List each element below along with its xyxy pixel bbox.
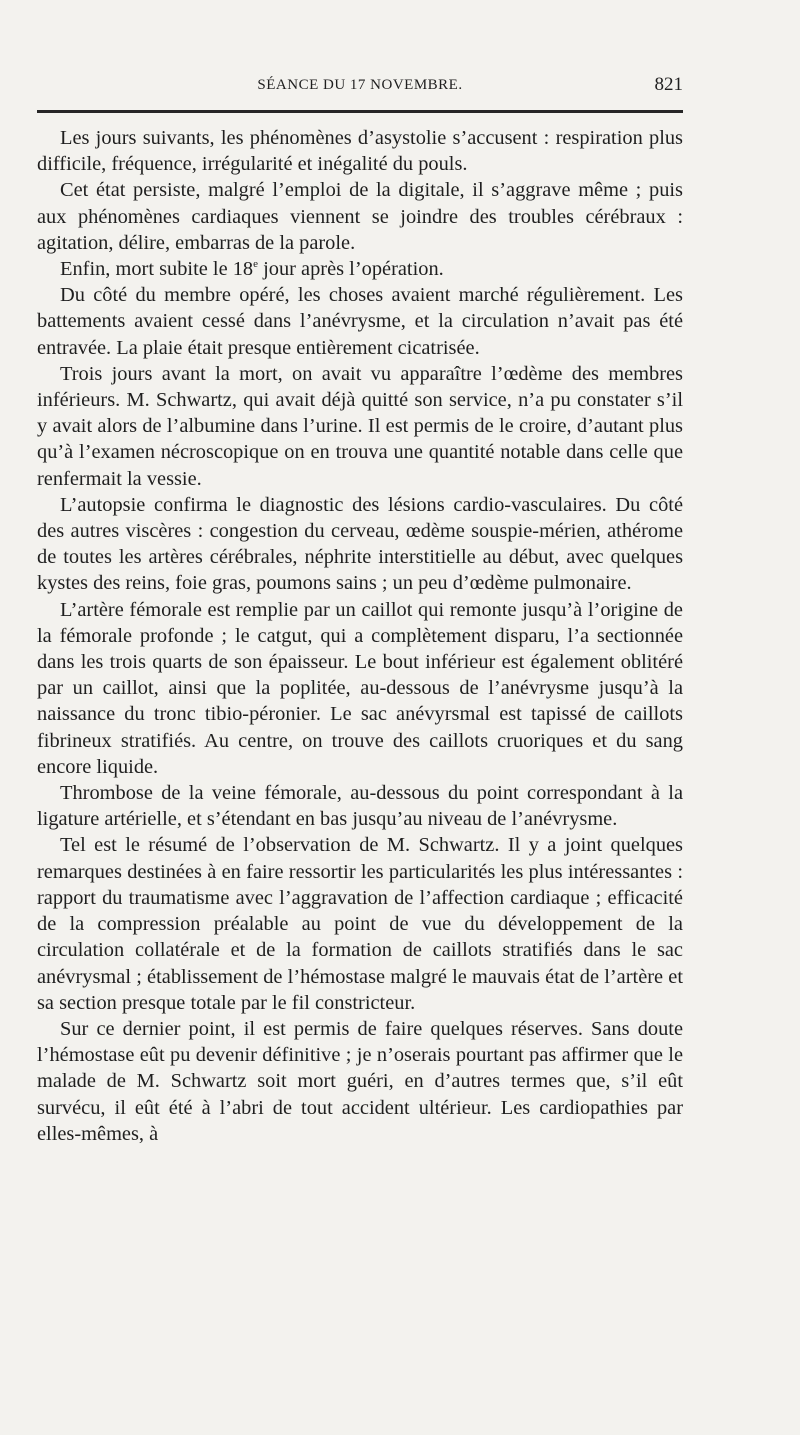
paragraph-9: Tel est le résumé de l’observation de M. Schwartz. Il y a joint quelques remarques destinées à en faire ressortir les particularités les plus intéressantes : rapport du traumatisme avec l’aggravation de l’affection cardiaque ; efficacité de la compression préalable au point de vue du développement de la circulation collatérale et de la formation de caillots stratifiés dans le sac anévrysmal ; établissement de l’hémostase malgré le mauvais état de l’artère et sa section presque totale par le fil constricteur.	[37, 834, 683, 1014]
paragraph-7: L’artère fémorale est remplie par un caillot qui remonte jusqu’à l’origine de la fémorale profonde ; le catgut, qui a complètement disparu, l’a sectionnée dans les trois quarts de son épaisseur. Le bout inférieur est également oblitéré par un caillot, ainsi que la poplitée, au-dessous de l’anévrysme jusqu’à la naissance du tronc tibio-péronier. Le sac anévyrsmal est tapissé de caillots fibrineux stratifiés. Au centre, on trouve des caillots cruoriques et du sang encore liquide.	[37, 598, 683, 778]
paragraph-4: Du côté du membre opéré, les choses avaient marché régulièrement. Les battements avaient cessé dans l’anévrysme, et la circulation n’avait pas été entravée. La plaie était presque entièrement cicatrisée.	[37, 284, 683, 359]
header-title: SÉANCE DU 17 NOVEMBRE.	[257, 77, 463, 93]
paragraph-3-after: jour après l’opération.	[258, 258, 444, 281]
paragraph-8: Thrombose de la veine fémorale, au-dessous du point correspondant à la ligature artérielle, et s’étendant en bas jusqu’au niveau de l’anévrysme.	[37, 782, 683, 831]
paragraph-5: Trois jours avant la mort, on avait vu apparaître l’œdème des membres inférieurs. M. Schwartz, qui avait déjà quitté son service, n’a pu constater s’il y avait alors de l’albumine dans l’urine. Il est permis de le croire, d’autant plus qu’à l’examen nécroscopique on en trouva une quantité notable dans celle que renfermait la vessie.	[37, 362, 683, 490]
body-text	[37, 125, 683, 1147]
paragraph-10: Sur ce dernier point, il est permis de faire quelques réserves. Sans doute l’hémostase eût pu devenir définitive ; je n’oserais pourtant pas affirmer que le malade de M. Schwartz soit mort guéri, en d’autres termes que, s’il eût survécu, il eût été à l’abri de tout accident ultérieur. Les cardiopathies par elles-mêmes, à	[37, 1017, 683, 1145]
book-page	[37, 70, 683, 1147]
running-header	[37, 70, 683, 100]
page-number: 821	[654, 74, 683, 95]
paragraph-2: Cet état persiste, malgré l’emploi de la digitale, il s’aggrave même ; puis aux phénomènes cardiaques viennent se joindre des troubles cérébraux : agitation, délire, embarras de la parole.	[37, 179, 683, 254]
paragraph-6: L’autopsie confirma le diagnostic des lésions cardio-vasculaires. Du côté des autres viscères : congestion du cerveau, œdème souspie-mérien, athérome de toutes les artères cérébrales, néphrite interstitielle au début, avec quelques kystes des reins, foie gras, poumons sains ; un peu d’œdème pulmonaire.	[37, 493, 683, 595]
header-rule	[37, 110, 683, 113]
paragraph-1: Les jours suivants, les phénomènes d’asystolie s’accusent : respiration plus difficile, fréquence, irrégularité et inégalité du pouls.	[37, 127, 683, 176]
paragraph-3-superscript: e	[253, 258, 259, 271]
paragraph-3	[37, 256, 683, 282]
paragraph-3-before: Enfin, mort subite le 18	[60, 258, 254, 281]
